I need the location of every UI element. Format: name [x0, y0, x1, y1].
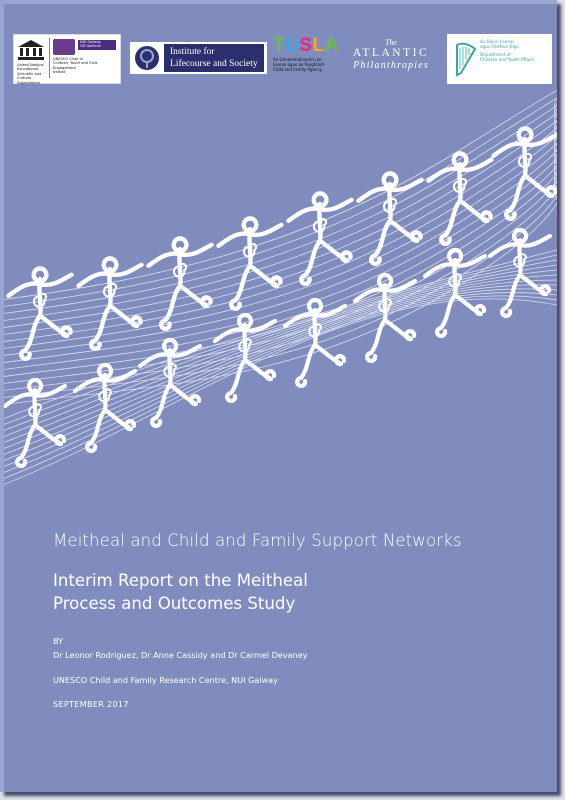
unesco-temple-icon [17, 39, 45, 61]
dancer-figure [79, 259, 142, 349]
flow-line [0, 275, 557, 450]
authors: Dr Leonor Rodriguez, Dr Anne Cassidy and Dr Carmel Devaney [53, 650, 308, 660]
publication-date: SEPTEMBER 2017 [53, 699, 129, 709]
flow-line [0, 182, 557, 405]
dancer-figure [219, 219, 282, 309]
flow-line [0, 299, 557, 486]
dancer-figure [490, 230, 550, 316]
subtitle-line: Interim Report on the Meitheal [53, 571, 308, 590]
dcya-line: Children and Youth Affairs [480, 57, 535, 63]
flow-line [0, 265, 557, 438]
tusla-logo [273, 35, 339, 80]
institute-lifecourse-society-logo [130, 42, 267, 74]
dancer-figure [9, 269, 72, 359]
dancer-figure [494, 129, 557, 219]
ils-circle-mark-icon [134, 45, 160, 71]
dcya-line: An Roinn Leanaí [480, 39, 514, 44]
unesco-chair-line: UNESCO Chair in [53, 57, 84, 61]
dcya-line: Department of [480, 51, 511, 57]
tusla-letter: A [324, 35, 339, 56]
dancer-figure [149, 239, 212, 329]
tusla-wordmark [273, 35, 339, 56]
report-subtitle [53, 569, 453, 615]
atlantic-main: ATLANTIC [352, 47, 430, 59]
atlantic-the: The [385, 38, 397, 47]
ils-name-block [164, 44, 264, 72]
atlantic-sub: Philanthropies [353, 60, 429, 71]
subtitle-line: Process and Outcomes Study [53, 594, 296, 613]
unesco-chair-line: Ireland [53, 70, 66, 75]
nui-line: OÉ Gaillimh [80, 44, 102, 49]
dancer-figure [5, 380, 65, 466]
harp-icon [451, 39, 479, 79]
tusla-letter: U [285, 35, 300, 56]
tusla-letter: T [273, 35, 286, 56]
flow-line [0, 89, 557, 300]
unesco-text-line: United Nations [17, 63, 44, 67]
flow-line [0, 280, 557, 456]
unesco-text-line: Educational, Scientific and [17, 67, 42, 76]
by-label: BY [53, 636, 64, 646]
nui-line: NUI Galway [80, 40, 101, 44]
ils-line: Lifecourse and Society [170, 59, 258, 69]
tusla-sub-line: An Ghníomhaireacht um [273, 57, 322, 62]
unesco-chair-line: Children, Youth and Civic Engagement [53, 61, 98, 70]
tusla-letter: S [299, 35, 313, 56]
tusla-sub-line: Child and Family Agency [273, 67, 323, 72]
tusla-letter: L [312, 35, 325, 56]
report-title: Meitheal and Child and Family Support Networks [53, 531, 462, 550]
dcya-logo [447, 34, 552, 84]
ils-line: Institute for [170, 47, 215, 57]
research-centre: UNESCO Child and Family Research Centre, NUI Galway [53, 675, 278, 685]
dancer-figure [425, 250, 485, 336]
dcya-line: agus Gnóthaí Óige [480, 44, 519, 50]
atlantic-philanthropies-logo [343, 38, 439, 78]
unesco-text-line: Cultural Organization [17, 76, 40, 85]
tusla-sub-line: Leanaí agus an Teaghlach [273, 62, 325, 67]
flow-line [0, 95, 557, 307]
unesco-chair-logo [13, 34, 121, 84]
